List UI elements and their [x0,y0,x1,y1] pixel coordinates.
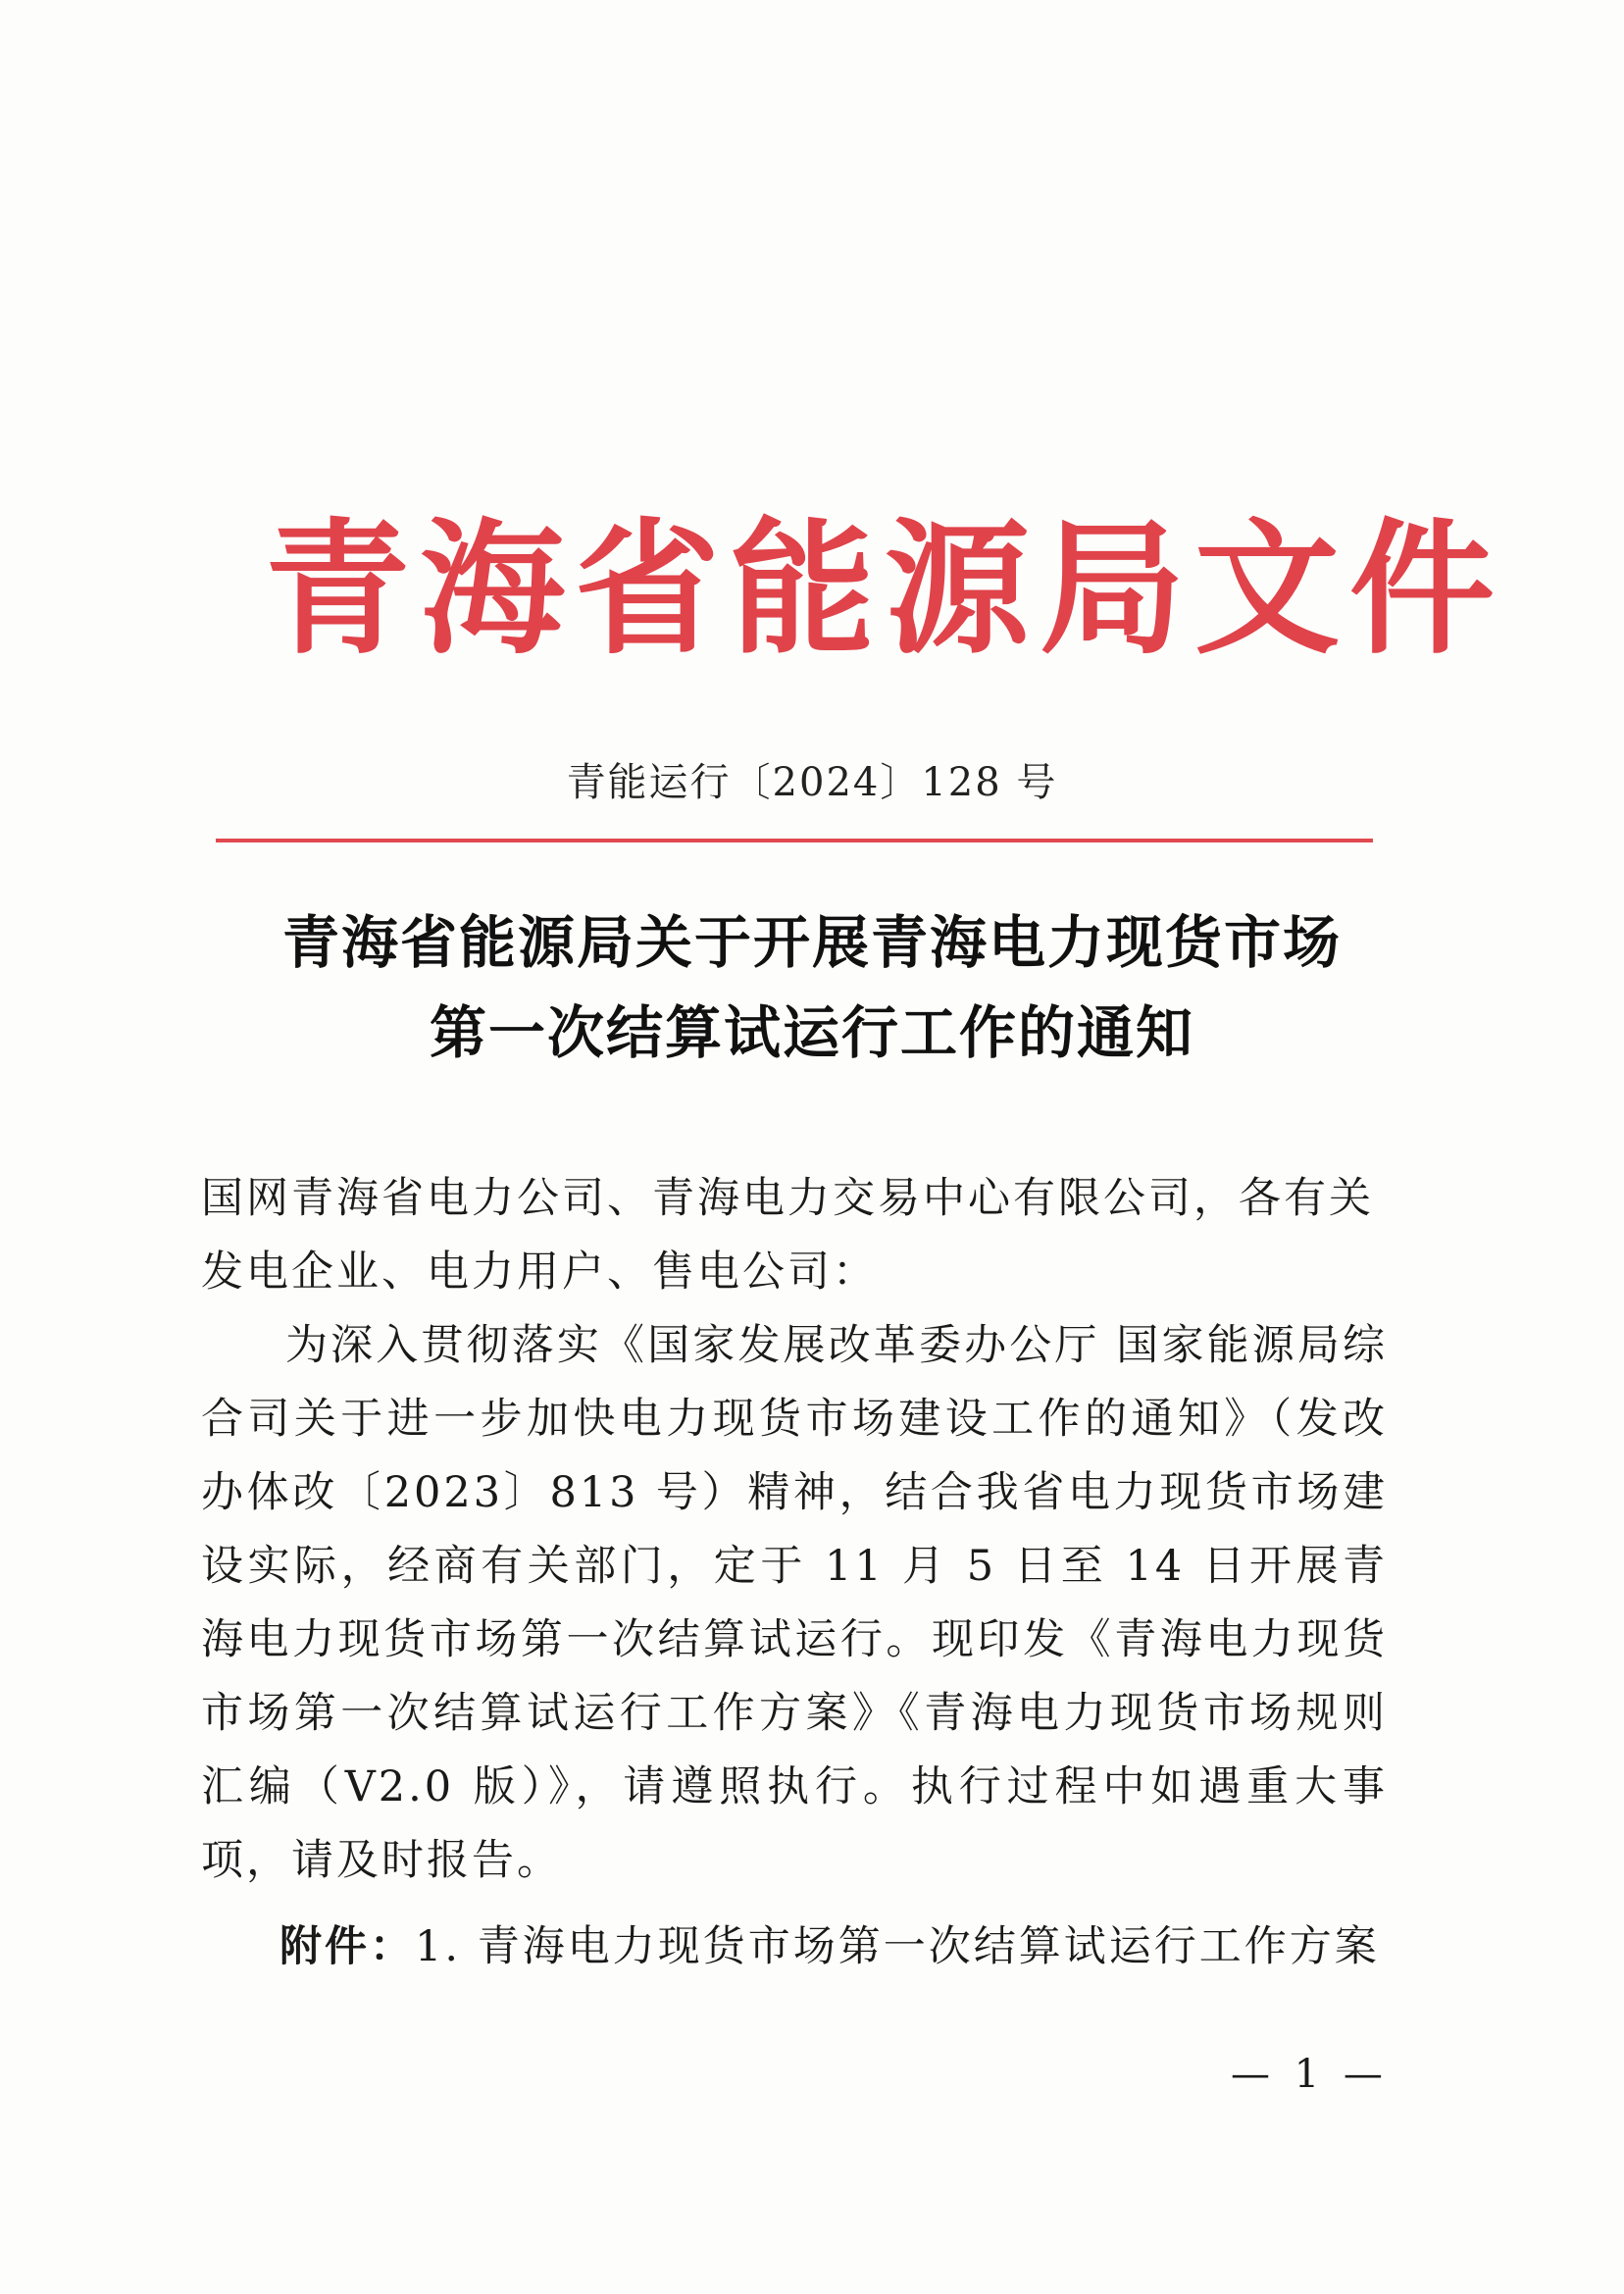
title-line-1: 青海省能源局关于开展青海电力现货市场 [281,909,1342,976]
masthead-title: 青海省能源局文件 [265,503,1504,674]
attachment-item-1: 1. 青海电力现货市场第一次结算试运行工作方案 [415,1922,1380,1971]
document-number: 青能运行〔2024〕128 号 [566,760,1058,805]
document-body [201,1162,1388,1898]
red-divider-rule [216,839,1373,842]
attachment-line [279,1912,1380,1981]
addressee: 国网青海省电力公司、青海电力交易中心有限公司，各有关发电企业、电力用户、售电公司： [201,1174,1374,1297]
document-title [0,897,1624,1078]
title-line-2: 第一次结算试运行工作的通知 [429,999,1194,1066]
body-paragraph: 为深入贯彻落实《国家发展改革委办公厅 国家能源局综合司关于进一步加快电力现货市场建设工作的通知》（发改办体改〔2023〕813 号）精神，结合我省电力现货市场建设实际，经商有关部门，定于 11 月 5 日至 14 日开展青海电力现货市场第一次结算试运行。现印发《青海电力现货市场第一次结算试运行工作方案》《青海电力现货市场规则汇编（V2.0 版）》，请遵照执行。执行过程中如遇重大事项，请及时报告。 [201,1321,1388,1885]
attachment-label: 附件： [279,1922,415,1971]
page-number: — 1 — [1231,2052,1389,2097]
